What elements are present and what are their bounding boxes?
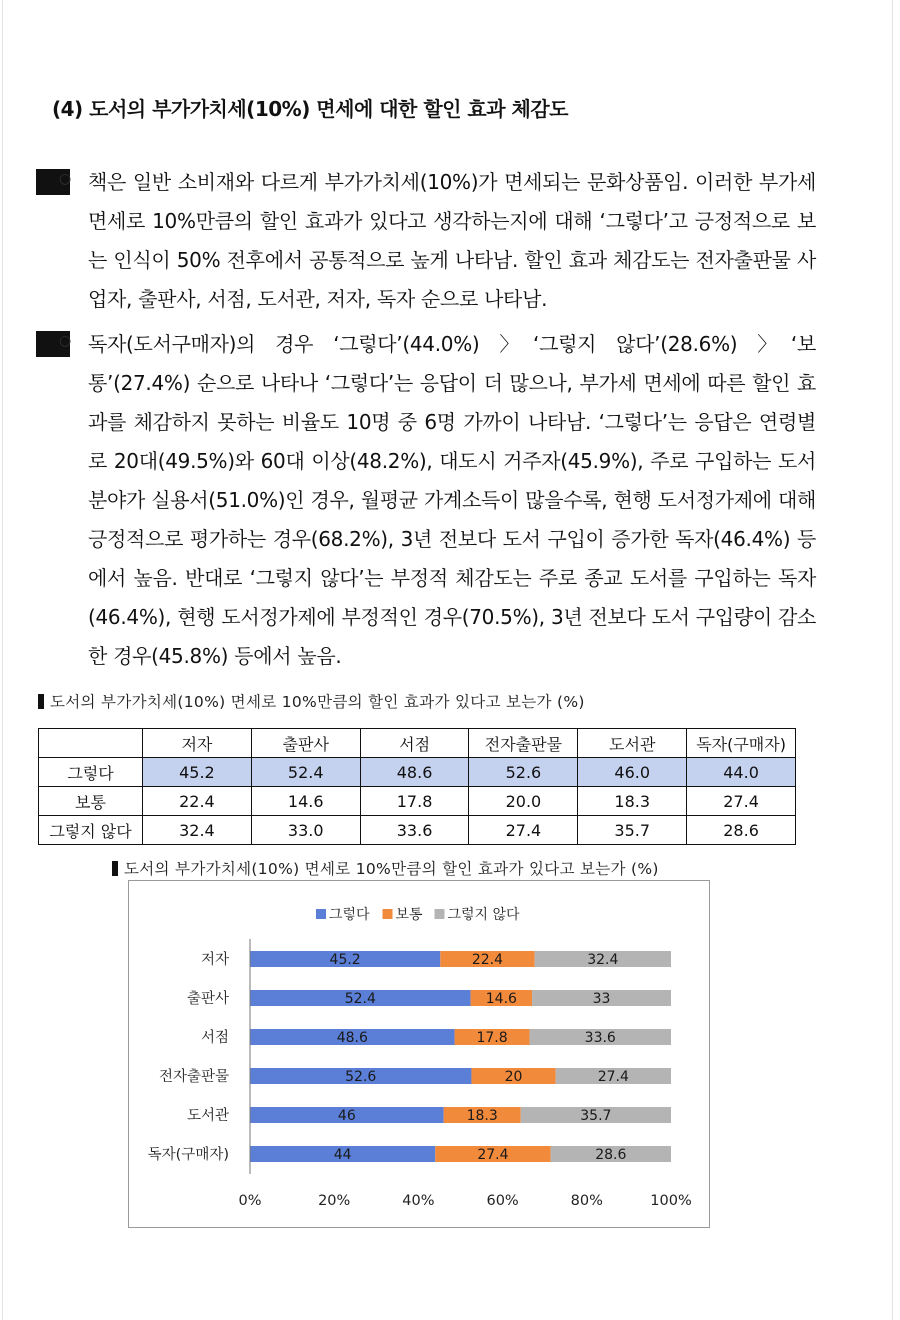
paragraph-1: [36, 163, 816, 319]
data-label: 52.6: [345, 1069, 377, 1085]
data-label: 48.6: [336, 1030, 368, 1046]
legend-label: 그렇다: [329, 907, 370, 923]
data-label: 27.4: [477, 1147, 509, 1163]
table-cell: 33.0: [251, 816, 360, 845]
table-header-cell: 서점: [360, 729, 469, 758]
x-tick-label: 20%: [318, 1193, 351, 1209]
table-cell: 46.0: [578, 758, 687, 787]
bullet-circle-icon: ○: [59, 171, 72, 187]
table-cell: 35.7: [578, 816, 687, 845]
caption-marker-icon: [112, 861, 118, 876]
data-label: 14.6: [485, 991, 517, 1007]
data-label: 45.2: [329, 952, 361, 968]
data-label: 52.4: [344, 991, 376, 1007]
caption-marker-icon: [38, 694, 44, 709]
table-caption-text: 도서의 부가가치세(10%) 면세로 10%만큼의 할인 효과가 있다고 보는가 (%): [50, 693, 585, 711]
data-label: 27.4: [597, 1069, 629, 1085]
x-tick-label: 80%: [570, 1193, 603, 1209]
row-label: 그렇다: [39, 758, 143, 787]
table-cell: 27.4: [469, 816, 578, 845]
table-cell: 14.6: [251, 787, 360, 816]
category-label: 출판사: [186, 991, 229, 1007]
data-label: 28.6: [595, 1147, 627, 1163]
legend-label: 보통: [395, 907, 423, 923]
category-label: 전자출판물: [158, 1069, 229, 1085]
table-row: [39, 816, 796, 845]
paragraph-text: 책은 일반 소비재와 다르게 부가가치세(10%)가 면세되는 문화상품임. 이러한 부가세 면세로 10%만큼의 할인 효과가 있다고 생각하는지에 대해 ‘그렇다’고 긍정적으로 보는 인식이 50% 전후에서 공통적으로 높게 나타남. 할인 효과 체감도는 전자출판물 사업자, 출판사, 서점, 도서관, 저자, 독자 순으로 나타남.: [88, 170, 816, 311]
table-header-cell: 출판사: [251, 729, 360, 758]
data-label: 20: [504, 1069, 523, 1085]
category-label: 도서관: [186, 1108, 229, 1124]
data-label: 32.4: [587, 952, 619, 968]
table-cell: 22.4: [143, 787, 252, 816]
x-tick-label: 100%: [650, 1193, 692, 1209]
bullet-circle-icon: ○: [59, 333, 72, 349]
chart-caption: [112, 857, 659, 879]
table-row: [39, 787, 796, 816]
stacked-bar-chart: [128, 880, 710, 1228]
legend-swatch: [383, 909, 393, 919]
row-label: 보통: [39, 787, 143, 816]
data-label: 33: [592, 991, 611, 1007]
table-cell: 44.0: [687, 758, 796, 787]
data-label: 17.8: [476, 1030, 508, 1046]
table-cell: 18.3: [578, 787, 687, 816]
x-tick-label: 40%: [402, 1193, 435, 1209]
category-label: 독자(구매자): [147, 1147, 229, 1163]
legend-swatch: [435, 909, 445, 919]
data-label: 44: [333, 1147, 352, 1163]
section-title: (4) 도서의 부가가치세(10%) 면세에 대한 할인 효과 체감도: [52, 97, 568, 121]
category-label: 저자: [200, 952, 229, 968]
table-header-cell: 도서관: [578, 729, 687, 758]
table-cell: 33.6: [360, 816, 469, 845]
row-label: 그렇지 않다: [39, 816, 143, 845]
data-label: 33.6: [584, 1030, 616, 1046]
table-cell: 48.6: [360, 758, 469, 787]
legend-label: 그렇지 않다: [447, 907, 520, 923]
table-header-cell: [39, 729, 143, 758]
table-header-cell: 독자(구매자): [687, 729, 796, 758]
table-row: [39, 758, 796, 787]
x-tick-label: 60%: [486, 1193, 519, 1209]
paragraph-text: 독자(도서구매자)의 경우 ‘그렇다’(44.0%) 〉‘그렇지 않다’(28.6%) 〉‘보통’(27.4%) 순으로 나타나 ‘그렇다’는 응답이 더 많으나, 부가세 면세에 따른 할인 효과를 체감하지 못하는 비율도 10명 중 6명 가까이 나타남. ‘그렇다’는 응답은 연령별로 20대(49.5%)와 60대 이상(48.2%), 대도시 거주자(45.9%), 주로 구입하는 도서 분야가 실용서(51.0%)인 경우, 월평균 가계소득이 많을수록, 현행 도서정가제에 대해 긍정적으로 평가하는 경우(68.2%), 3년 전보다 도서 구입이 증가한 독자(46.4%) 등에서 높음. 반대로 ‘그렇지 않다’는 부정적 체감도는 주로 종교 도서를 구입하는 독자(46.4%), 현행 도서정가제에 부정적인 경우(70.5%), 3년 전보다 도서 구입량이 감소한 경우(45.8%) 등에서 높음.: [88, 332, 816, 668]
x-tick-label: 0%: [238, 1193, 262, 1209]
table-cell: 52.4: [251, 758, 360, 787]
table-cell: 32.4: [143, 816, 252, 845]
data-table: [38, 728, 796, 845]
page-edge-left: [2, 0, 3, 1320]
table-cell: 17.8: [360, 787, 469, 816]
legend-swatch: [316, 909, 326, 919]
table-caption: [38, 690, 585, 712]
chart-caption-text: 도서의 부가가치세(10%) 면세로 10%만큼의 할인 효과가 있다고 보는가 (%): [124, 860, 659, 878]
data-label: 22.4: [471, 952, 504, 968]
paragraph-2: [36, 325, 816, 676]
table-cell: 52.6: [469, 758, 578, 787]
table-header-cell: 전자출판물: [469, 729, 578, 758]
data-label: 46: [337, 1108, 356, 1124]
data-label: 35.7: [580, 1108, 612, 1124]
data-label: 18.3: [466, 1108, 498, 1124]
table-cell: 20.0: [469, 787, 578, 816]
category-label: 서점: [200, 1030, 229, 1046]
chart-canvas: [129, 881, 709, 1227]
table-header-row: [39, 729, 796, 758]
page-edge-right: [892, 0, 893, 1320]
table-cell: 27.4: [687, 787, 796, 816]
table-cell: 45.2: [143, 758, 252, 787]
table-cell: 28.6: [687, 816, 796, 845]
table-header-cell: 저자: [143, 729, 252, 758]
